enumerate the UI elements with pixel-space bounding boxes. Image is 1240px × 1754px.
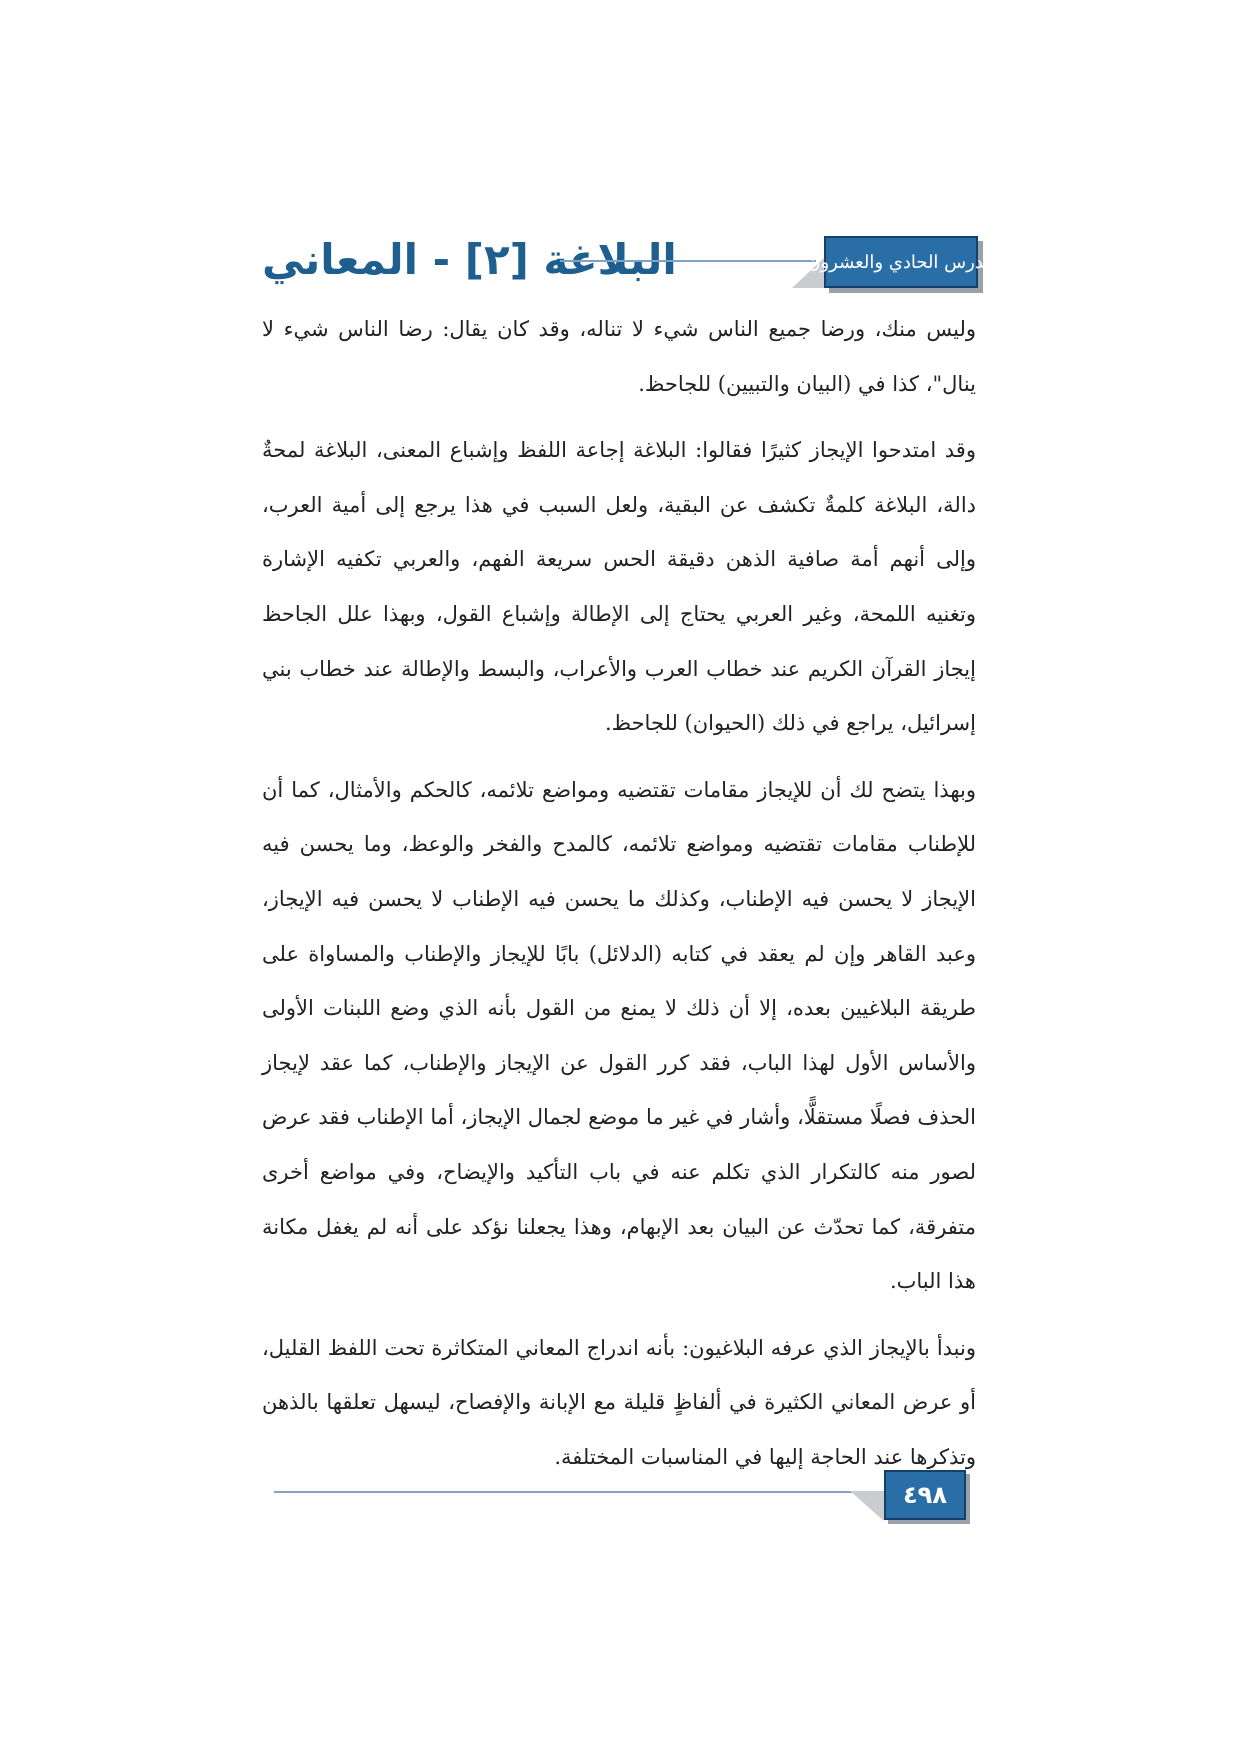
page-number: ٤٩٨: [884, 1470, 966, 1520]
lesson-label: الدرس الحادي والعشرون: [824, 236, 978, 288]
paragraph-1: وليس منك، ورضا جميع الناس شيء لا تناله، وقد كان يقال: رضا الناس شيء لا ينال"، كذا في (البيان والتبيين) للجاحظ.: [262, 317, 976, 396]
footer-rule-shadow: [850, 1491, 884, 1521]
page-body: [262, 302, 976, 1496]
book-title: البلاغة [٢] - المعاني: [262, 235, 677, 284]
paragraph-2: وقد امتدحوا الإيجاز كثيرًا فقالوا: البلاغة إجاعة اللفظ وإشباع المعنى، البلاغة لمحةٌ دالة، البلاغة كلمةٌ تكشف عن البقية، ولعل السبب في هذا يرجع إلى أمية العرب، وإلى أنهم أمة صافية الذهن دقيقة الحس سريعة الفهم، والعربي تكفيه الإشارة وتغنيه اللمحة، وغير العربي يحتاج إلى الإطالة وإشباع القول، وبهذا علل الجاحظ إيجاز القرآن الكريم عند خطاب العرب والأعراب، والبسط والإطالة عند خطاب بني إسرائيل، يراجع في ذلك (الحيوان) للجاحظ.: [262, 438, 976, 736]
paragraph-4: ونبدأ بالإيجاز الذي عرفه البلاغيون: بأنه اندراج المعاني المتكاثرة تحت اللفظ القليل، أو عرض المعاني الكثيرة في ألفاظٍ قليلة مع الإبانة والإفصاح، ليسهل تعلقها بالذهن وتذكرها عند الحاجة إليها في المناسبات المختلفة.: [262, 1335, 976, 1469]
header-rule: [560, 260, 816, 262]
footer-rule: [274, 1491, 874, 1493]
paragraph-3: وبهذا يتضح لك أن للإيجاز مقامات تقتضيه ومواضع تلائمه، كالحكم والأمثال، كما أن للإطناب مقامات تقتضيه ومواضع تلائمه، كالمدح والفخر والوعظ، وما يحسن فيه الإيجاز لا يحسن فيه الإطناب، وكذلك ما يحسن فيه الإطناب لا يحسن فيه الإيجاز، وعبد القاهر وإن لم يعقد في كتابه (الدلائل) بابًا للإيجاز والإطناب والمساواة على طريقة البلاغيين بعده، إلا أن ذلك لا يمنع من القول بأنه الذي وضع اللبنات الأولى والأساس الأول لهذا الباب، فقد كرر القول عن الإيجاز والإطناب، كما عقد لإيجاز الحذف فصلًا مستقلًّا، وأشار في غير ما موضع لجمال الإيجاز، أما الإطناب فقد عرض لصور منه كالتكرار الذي تكلم عنه في باب التأكيد والإيضاح، وفي مواضع أخرى متفرقة، كما تحدّث عن البيان بعد الإبهام، وهذا يجعلنا نؤكد على أنه لم يغفل مكانة هذا الباب.: [262, 777, 976, 1294]
page-header: [262, 232, 995, 288]
